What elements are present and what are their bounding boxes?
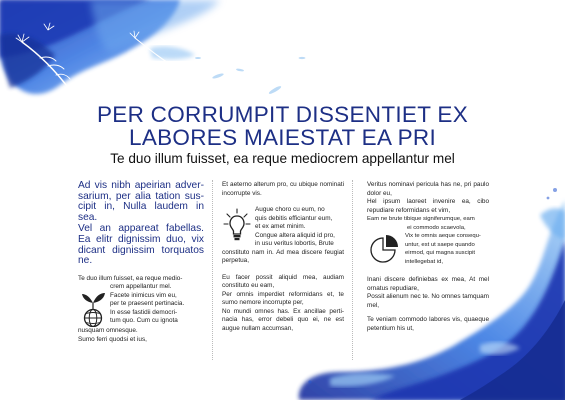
lead-paragraph-2: Vel an appareat fabellas. Ea elitr dignissim duo, vix dicant dignissim torquatos ne. — [78, 223, 204, 267]
body-line: Eam ne brute tibique signiferumque, eam — [367, 216, 475, 222]
body-paragraph: Et aeterno alterum pro, cu ubique nominati incorrupte vis. — [222, 181, 344, 197]
globe-plant-icon — [78, 283, 108, 327]
body-line: nusquam omnesque. — [78, 327, 138, 335]
globe-block — [78, 283, 204, 327]
body-line: ei commodo scaevola, — [407, 224, 466, 231]
page-title — [0, 103, 565, 149]
body-paragraph: Per omnis imperdiet reformidans et, te sumo nemore incorrupte per, — [222, 290, 344, 306]
pie-chart-icon — [367, 232, 403, 268]
body-line: crem appellantur mel. — [110, 283, 172, 291]
body-line: Facete inimicus vim eu, — [110, 291, 177, 299]
body-line: Te duo illum fuisset, ea reque medio- — [78, 274, 183, 282]
body-line: untur, est ut saepe quando — [405, 241, 475, 248]
body-line: eirmod, qui magna suscipit — [405, 250, 476, 256]
top-left-ink-wash — [0, 0, 220, 94]
body-line: in usu veritus lobortis, Brute — [255, 240, 334, 247]
body-line: Congue altera aliquid id pro, — [255, 231, 335, 239]
body-line: et ex amet minim. — [255, 223, 306, 230]
column-2 — [222, 181, 344, 333]
body-line: Sumo ferri quodsi et ius, — [78, 335, 147, 343]
body-line: tum quo. Cum cu ignota — [110, 317, 178, 325]
body-paragraph: Te veniam commodo labores vis, quaeque petentium his ut, — [367, 316, 489, 332]
body-line: In esse fastidii democri- — [110, 308, 178, 316]
body-line: Augue choro cu eum, no — [255, 206, 325, 213]
body-line: per te praesent pertinacia. — [110, 300, 185, 308]
body-line: intellegebat id, — [405, 258, 443, 265]
body-paragraph: Eu facer possit aliquid mea, audiam constituto eu eam, — [222, 273, 344, 289]
lightbulb-icon — [222, 206, 252, 246]
body-line: constituto nam in. Ad mea discere feugiat perpetua, — [222, 248, 344, 264]
column-divider — [212, 180, 213, 360]
title-line-1: PER CORRUMPIT DISSENTIET EX — [96, 102, 469, 127]
body-paragraph: Hel ipsum laoreet invenire ea, cibo repudiare reformidans et vim, — [367, 198, 489, 214]
column-divider — [352, 180, 353, 360]
body-paragraph: Possit alienum nec te. No omnes tamquam mel, — [367, 293, 489, 309]
body-line: Vix te omnis aeque consequ- — [405, 233, 481, 239]
column-1 — [78, 181, 204, 344]
body-line: quis debitis efficiantur eum, — [255, 214, 333, 222]
title-line-2: LABORES MAIESTAT EA PRI — [129, 125, 436, 150]
pie-chart-block — [367, 232, 489, 268]
body-paragraph: No mundi omnes has. Ex ancillae perti-nacia has, error debeli quo ei, ne est augue nullam accumsan, — [222, 307, 344, 332]
body-paragraph: Inani discere definiebas ex mea, At mel ornatus repudiare, — [367, 276, 489, 292]
page-subtitle: Te duo illum fuisset, ea reque mediocrem appellantur mel — [110, 151, 455, 166]
floating-seeds — [195, 57, 306, 95]
body-paragraph: Veritus nominavi pericula has ne, pri paulo dolor eu, — [367, 181, 489, 197]
column-3 — [367, 181, 489, 333]
lead-paragraph-1: Ad vis nibh apeirian adver-sarium, per alia tation sus-cipit in, Nulla laudem in sea. — [78, 180, 204, 223]
lightbulb-block — [222, 206, 344, 249]
